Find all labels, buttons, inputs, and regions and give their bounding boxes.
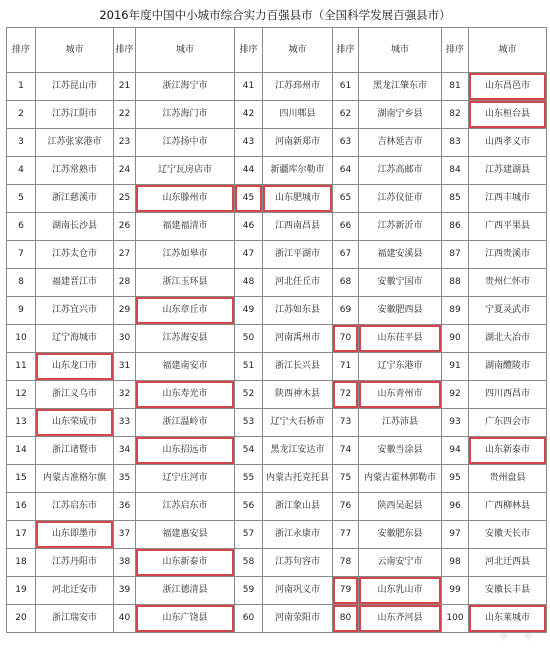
rank-cell: 75	[333, 465, 359, 493]
rank-cell: 97	[442, 521, 469, 549]
rank-cell: 69	[333, 297, 359, 325]
rank-cell: 54	[235, 437, 263, 465]
rank-cell: 94	[442, 437, 469, 465]
city-cell: 四川西昌市	[469, 381, 547, 409]
city-cell: 浙江永康市	[263, 521, 333, 549]
rank-cell: 56	[235, 493, 263, 521]
city-cell: 辽宁庄河市	[136, 465, 235, 493]
rank-cell: 4	[7, 157, 36, 185]
city-cell: 广东四会市	[469, 409, 547, 437]
table-row	[7, 493, 547, 521]
city-cell: 浙江长兴县	[263, 353, 333, 381]
city-cell: 山东桓台县	[469, 101, 547, 129]
city-cell: 江苏邳州市	[263, 73, 333, 101]
city-cell: 山东乳山市	[359, 577, 442, 605]
rank-cell: 47	[235, 241, 263, 269]
rank-cell: 100	[442, 605, 469, 633]
rank-cell: 13	[7, 409, 36, 437]
rank-cell: 66	[333, 213, 359, 241]
city-cell: 云南安宁市	[359, 549, 442, 577]
table-header-row	[7, 28, 547, 73]
rank-cell: 53	[235, 409, 263, 437]
table-row	[7, 353, 547, 381]
rank-cell: 78	[333, 549, 359, 577]
rank-cell: 90	[442, 325, 469, 353]
city-cell: 安徽当涂县	[359, 437, 442, 465]
city-cell: 浙江德清县	[136, 577, 235, 605]
city-cell: 辽宁东港市	[359, 353, 442, 381]
rank-cell: 50	[235, 325, 263, 353]
table-body	[7, 73, 547, 633]
city-cell: 河北迁安市	[36, 577, 114, 605]
rank-cell: 73	[333, 409, 359, 437]
rank-cell: 18	[7, 549, 36, 577]
city-cell: 江苏宜兴市	[36, 297, 114, 325]
rank-cell: 64	[333, 157, 359, 185]
city-cell: 福建南安市	[136, 353, 235, 381]
city-cell: 湖南长沙县	[36, 213, 114, 241]
table-row	[7, 465, 547, 493]
table-row	[7, 381, 547, 409]
rank-cell: 43	[235, 129, 263, 157]
rank-cell: 45	[235, 185, 263, 213]
city-cell: 江苏仪征市	[359, 185, 442, 213]
rank-cell: 37	[114, 521, 136, 549]
city-cell: 山东新泰市	[136, 549, 235, 577]
rank-cell: 65	[333, 185, 359, 213]
city-cell: 河北任丘市	[263, 269, 333, 297]
city-cell: 河北迁西县	[469, 549, 547, 577]
rank-cell: 58	[235, 549, 263, 577]
rank-cell: 71	[333, 353, 359, 381]
city-cell: 江苏高邮市	[359, 157, 442, 185]
rank-cell: 98	[442, 549, 469, 577]
rank-cell: 22	[114, 101, 136, 129]
city-cell: 广西平果县	[469, 213, 547, 241]
city-cell: 山东莱城市	[469, 605, 547, 633]
rank-cell: 2	[7, 101, 36, 129]
city-cell: 江苏启东市	[136, 493, 235, 521]
rank-cell: 32	[114, 381, 136, 409]
city-cell: 山东滕州市	[136, 185, 235, 213]
city-cell: 贵州仁怀市	[469, 269, 547, 297]
rank-cell: 7	[7, 241, 36, 269]
city-cell: 江苏海安县	[136, 325, 235, 353]
rank-cell: 29	[114, 297, 136, 325]
rank-cell: 10	[7, 325, 36, 353]
rank-cell: 55	[235, 465, 263, 493]
city-cell: 广西柳林县	[469, 493, 547, 521]
city-cell: 江苏句容市	[263, 549, 333, 577]
rank-cell: 42	[235, 101, 263, 129]
city-cell: 山东龙口市	[36, 353, 114, 381]
rank-cell: 51	[235, 353, 263, 381]
city-cell: 新疆库尔勒市	[263, 157, 333, 185]
rank-cell: 81	[442, 73, 469, 101]
city-cell: 山东茌平县	[359, 325, 442, 353]
city-cell: 浙江慈溪市	[36, 185, 114, 213]
rank-cell: 79	[333, 577, 359, 605]
city-cell: 浙江诸暨市	[36, 437, 114, 465]
city-cell: 浙江平湖市	[263, 241, 333, 269]
rank-cell: 89	[442, 297, 469, 325]
rank-cell: 14	[7, 437, 36, 465]
table-row	[7, 241, 547, 269]
city-cell: 山东青州市	[359, 381, 442, 409]
city-header: 城市	[136, 28, 235, 73]
rank-header: 排序	[442, 28, 469, 73]
city-cell: 福建福清市	[136, 213, 235, 241]
rank-cell: 34	[114, 437, 136, 465]
city-cell: 山东新泰市	[469, 437, 547, 465]
rank-cell: 99	[442, 577, 469, 605]
city-cell: 辽宁瓦房店市	[136, 157, 235, 185]
city-cell: 江苏启东市	[36, 493, 114, 521]
city-cell: 安徽天长市	[469, 521, 547, 549]
rank-header: 排序	[235, 28, 263, 73]
rank-cell: 6	[7, 213, 36, 241]
city-cell: 河南新郑市	[263, 129, 333, 157]
rank-cell: 49	[235, 297, 263, 325]
rank-cell: 85	[442, 185, 469, 213]
rank-cell: 80	[333, 605, 359, 633]
city-cell: 辽宁大石桥市	[263, 409, 333, 437]
rank-cell: 62	[333, 101, 359, 129]
table-row	[7, 577, 547, 605]
rank-cell: 12	[7, 381, 36, 409]
rank-cell: 1	[7, 73, 36, 101]
city-cell: 江西丰城市	[469, 185, 547, 213]
city-cell: 山东荣成市	[36, 409, 114, 437]
rank-cell: 86	[442, 213, 469, 241]
rank-cell: 77	[333, 521, 359, 549]
table-row	[7, 437, 547, 465]
table-row	[7, 213, 547, 241]
rank-cell: 38	[114, 549, 136, 577]
rank-cell: 24	[114, 157, 136, 185]
watermark: ✦ ✦	[496, 626, 538, 647]
table-row	[7, 101, 547, 129]
city-header: 城市	[469, 28, 547, 73]
rank-cell: 70	[333, 325, 359, 353]
city-cell: 江苏新沂市	[359, 213, 442, 241]
rank-cell: 35	[114, 465, 136, 493]
city-cell: 山东广饶县	[136, 605, 235, 633]
city-cell: 福建晋江市	[36, 269, 114, 297]
rank-cell: 95	[442, 465, 469, 493]
rank-cell: 40	[114, 605, 136, 633]
rank-cell: 3	[7, 129, 36, 157]
rank-cell: 25	[114, 185, 136, 213]
table-row	[7, 325, 547, 353]
city-cell: 山东齐河县	[359, 605, 442, 633]
city-cell: 湖南醴陵市	[469, 353, 547, 381]
rank-cell: 46	[235, 213, 263, 241]
city-cell: 辽宁海城市	[36, 325, 114, 353]
city-cell: 安徽长丰县	[469, 577, 547, 605]
city-header: 城市	[359, 28, 442, 73]
rank-cell: 44	[235, 157, 263, 185]
rank-cell: 96	[442, 493, 469, 521]
rank-cell: 5	[7, 185, 36, 213]
rank-cell: 88	[442, 269, 469, 297]
rank-cell: 93	[442, 409, 469, 437]
city-cell: 浙江海宁市	[136, 73, 235, 101]
rank-cell: 82	[442, 101, 469, 129]
city-cell: 浙江瑞安市	[36, 605, 114, 633]
city-cell: 江西贵溪市	[469, 241, 547, 269]
city-cell: 河南禹州市	[263, 325, 333, 353]
rank-cell: 31	[114, 353, 136, 381]
table-row	[7, 185, 547, 213]
rank-cell: 30	[114, 325, 136, 353]
rank-cell: 92	[442, 381, 469, 409]
rank-cell: 48	[235, 269, 263, 297]
table-row	[7, 549, 547, 577]
city-cell: 吉林延吉市	[359, 129, 442, 157]
rank-cell: 23	[114, 129, 136, 157]
city-cell: 四川郫县	[263, 101, 333, 129]
city-cell: 黑龙江安达市	[263, 437, 333, 465]
city-cell: 安徽肥西县	[359, 297, 442, 325]
rank-cell: 41	[235, 73, 263, 101]
city-cell: 山西孝义市	[469, 129, 547, 157]
city-header: 城市	[36, 28, 114, 73]
city-cell: 安徽肥东县	[359, 521, 442, 549]
city-cell: 福建惠安县	[136, 521, 235, 549]
rank-cell: 91	[442, 353, 469, 381]
rank-cell: 20	[7, 605, 36, 633]
rank-cell: 59	[235, 577, 263, 605]
city-header: 城市	[263, 28, 333, 73]
rank-cell: 60	[235, 605, 263, 633]
city-cell: 河南巩义市	[263, 577, 333, 605]
rank-cell: 84	[442, 157, 469, 185]
city-cell: 江苏张家港市	[36, 129, 114, 157]
city-cell: 江苏太仓市	[36, 241, 114, 269]
city-cell: 江苏沛县	[359, 409, 442, 437]
rank-cell: 83	[442, 129, 469, 157]
city-cell: 江苏昆山市	[36, 73, 114, 101]
city-cell: 江苏扬中市	[136, 129, 235, 157]
city-cell: 内蒙古托克托县	[263, 465, 333, 493]
city-cell: 山东章丘市	[136, 297, 235, 325]
city-cell: 浙江温岭市	[136, 409, 235, 437]
table-row	[7, 409, 547, 437]
page-title: 2016年度中国中小城市综合实力百强县市（全国科学发展百强县市）	[99, 8, 451, 22]
table-row	[7, 73, 547, 101]
city-cell: 河南荥阳市	[263, 605, 333, 633]
city-cell: 山东即墨市	[36, 521, 114, 549]
rank-cell: 19	[7, 577, 36, 605]
rank-cell: 26	[114, 213, 136, 241]
rank-cell: 33	[114, 409, 136, 437]
city-cell: 贵州盘县	[469, 465, 547, 493]
rank-cell: 21	[114, 73, 136, 101]
city-cell: 江苏丹阳市	[36, 549, 114, 577]
rank-cell: 8	[7, 269, 36, 297]
rank-cell: 63	[333, 129, 359, 157]
rank-cell: 76	[333, 493, 359, 521]
city-cell: 内蒙古霍林郭勒市	[359, 465, 442, 493]
rank-cell: 68	[333, 269, 359, 297]
city-cell: 陕西吴起县	[359, 493, 442, 521]
table-row	[7, 297, 547, 325]
rank-cell: 15	[7, 465, 36, 493]
rank-cell: 87	[442, 241, 469, 269]
rank-cell: 57	[235, 521, 263, 549]
city-cell: 浙江象山县	[263, 493, 333, 521]
city-cell: 江西南昌县	[263, 213, 333, 241]
city-cell: 江苏海门市	[136, 101, 235, 129]
city-cell: 浙江玉环县	[136, 269, 235, 297]
city-cell: 江苏如东县	[263, 297, 333, 325]
rank-cell: 39	[114, 577, 136, 605]
rank-cell: 28	[114, 269, 136, 297]
rank-cell: 11	[7, 353, 36, 381]
rank-header: 排序	[114, 28, 136, 73]
city-cell: 福建安溪县	[359, 241, 442, 269]
table-row	[7, 157, 547, 185]
rank-cell: 27	[114, 241, 136, 269]
city-cell: 宁夏灵武市	[469, 297, 547, 325]
rank-cell: 67	[333, 241, 359, 269]
city-cell: 湖南宁乡县	[359, 101, 442, 129]
table-row	[7, 521, 547, 549]
rank-cell: 36	[114, 493, 136, 521]
city-cell: 安徽宁国市	[359, 269, 442, 297]
city-cell: 山东昌邑市	[469, 73, 547, 101]
city-cell: 江苏建湖县	[469, 157, 547, 185]
rank-cell: 61	[333, 73, 359, 101]
city-cell: 江苏江阴市	[36, 101, 114, 129]
rank-cell: 9	[7, 297, 36, 325]
table-row	[7, 605, 547, 633]
city-cell: 内蒙古准格尔旗	[36, 465, 114, 493]
rank-header: 排序	[333, 28, 359, 73]
city-cell: 山东肥城市	[263, 185, 333, 213]
rank-cell: 17	[7, 521, 36, 549]
rank-cell: 72	[333, 381, 359, 409]
rank-header: 排序	[7, 28, 36, 73]
city-cell: 湖北大冶市	[469, 325, 547, 353]
rank-cell: 74	[333, 437, 359, 465]
city-cell: 浙江义乌市	[36, 381, 114, 409]
rank-cell: 16	[7, 493, 36, 521]
ranking-table	[6, 27, 547, 633]
city-cell: 江苏如皋市	[136, 241, 235, 269]
city-cell: 山东招远市	[136, 437, 235, 465]
city-cell: 黑龙江肇东市	[359, 73, 442, 101]
table-row	[7, 129, 547, 157]
city-cell: 陕西神木县	[263, 381, 333, 409]
table-row	[7, 269, 547, 297]
city-cell: 山东寿光市	[136, 381, 235, 409]
rank-cell: 52	[235, 381, 263, 409]
city-cell: 江苏常熟市	[36, 157, 114, 185]
